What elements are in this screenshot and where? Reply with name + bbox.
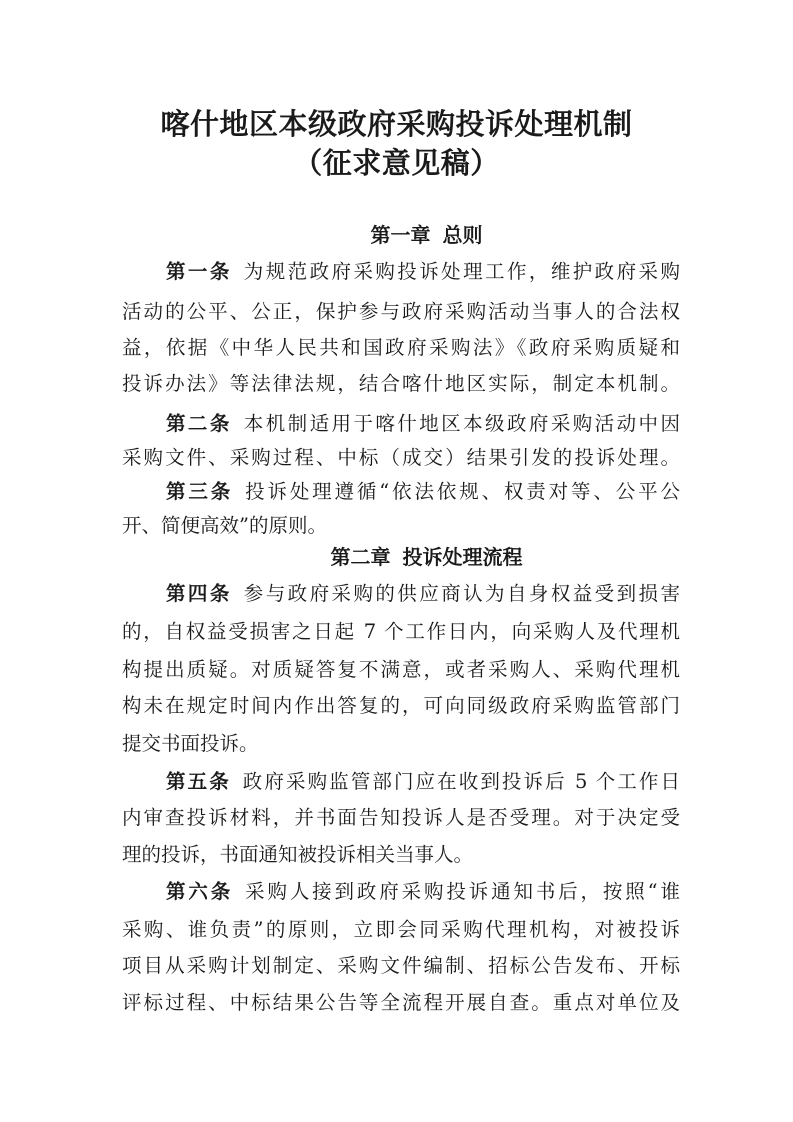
article-1-line-3: 益，依据《中华人民共和国政府采购法》《政府采购质疑和	[122, 336, 680, 359]
article-label: 第二条	[166, 412, 232, 435]
article-4-line-4: 构未在规定时间内作出答复的，可向同级政府采购监管部门	[122, 694, 680, 717]
article-3-line-2: 开、简便高效”的原则。	[122, 514, 327, 537]
article-6-line-4: 评标过程、中标结果公告等全流程开展自查。重点对单位及	[122, 991, 680, 1014]
chapter-name: 投诉处理流程	[402, 545, 523, 569]
article-4-line-3: 构提出质疑。对质疑答复不满意，或者采购人、采购代理机	[122, 658, 680, 681]
document-title: 喀什地区本级政府采购投诉处理机制	[160, 107, 633, 141]
article-text: 参与政府采购的供应商认为自身权益受到损害	[243, 582, 680, 605]
article-5-line-1	[166, 772, 680, 792]
article-text: 本机制适用于喀什地区本级政府采购活动中因	[243, 412, 680, 435]
article-4-line-5: 提交书面投诉。	[122, 732, 259, 755]
article-4-line-2: 的，自权益受损害之日起 7 个工作日内，向采购人及代理机	[122, 620, 680, 643]
article-4-line-1	[166, 584, 680, 604]
article-6-line-2: 采购、谁负责”的原则，立即会同采购代理机构，对被投诉	[122, 918, 680, 941]
article-6-line-3: 项目从采购计划制定、采购文件编制、招标公告发布、开标	[122, 954, 680, 977]
article-label: 第三条	[166, 480, 234, 503]
article-5-line-2: 内审查投诉材料，并书面告知投诉人是否受理。对于决定受	[122, 806, 680, 829]
article-text: 为规范政府采购投诉处理工作，维护政府采购	[243, 260, 680, 283]
document-subtitle: （征求意见稿）	[293, 146, 500, 180]
article-1-line-1	[166, 262, 680, 282]
article-2-line-2: 采购文件、采购过程、中标（成交）结果引发的投诉处理。	[122, 446, 680, 469]
article-label: 第六条	[166, 880, 234, 903]
article-label: 第一条	[166, 260, 232, 283]
article-label: 第五条	[166, 770, 231, 793]
article-3-line-1	[166, 482, 680, 502]
chapter-heading-1	[30, 225, 793, 245]
chapter-number: 第二章	[330, 545, 391, 569]
article-text: 投诉处理遵循“依法依规、权责对等、公平公	[245, 480, 680, 503]
article-1-line-4: 投诉办法》等法律法规，结合喀什地区实际，制定本机制。	[122, 372, 680, 395]
article-label: 第四条	[166, 582, 232, 605]
article-2-line-1	[166, 414, 680, 434]
chapter-number: 第一章	[370, 223, 431, 247]
chapter-name: 总则	[442, 223, 483, 247]
article-text: 政府采购监管部门应在收到投诉后 5 个工作日	[242, 770, 680, 793]
article-1-line-2: 活动的公平、公正，保护参与政府采购活动当事人的合法权	[122, 300, 680, 323]
chapter-heading-2	[30, 547, 793, 567]
article-5-line-3: 理的投诉，书面通知被投诉相关当事人。	[122, 843, 474, 866]
article-text: 采购人接到政府采购投诉通知书后，按照“谁	[245, 880, 680, 903]
article-6-line-1	[166, 882, 680, 902]
